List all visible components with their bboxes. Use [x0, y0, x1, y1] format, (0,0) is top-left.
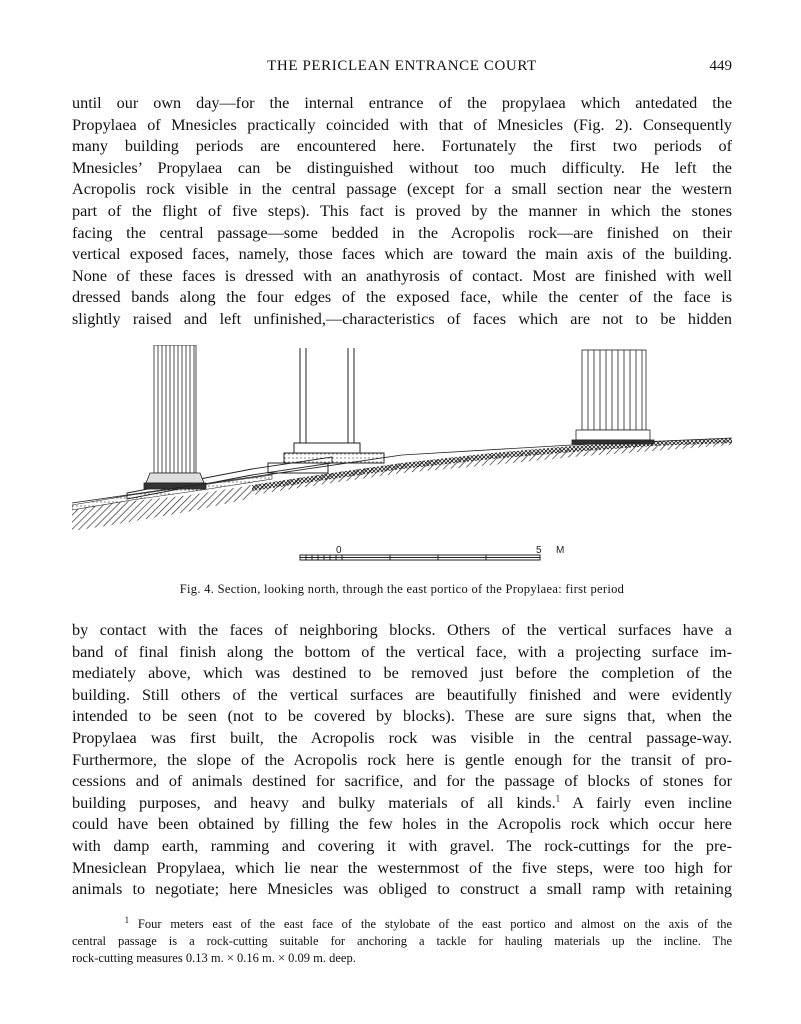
text-line: facing the central passage—some bedded in the Acropolis rock—are finished on their — [72, 223, 732, 242]
text-line: band of final finish along the bottom of the vertical face, with a projecting surface im- — [72, 642, 732, 661]
page-number: 449 — [709, 58, 732, 74]
footnote-number: 1 — [124, 914, 130, 925]
scale-label-five: 5 — [536, 545, 542, 556]
text-line: could have been obtained by filling the few holes in the Acropolis rock which occur here — [72, 815, 732, 834]
scale-label-unit: M — [556, 545, 565, 556]
text-line: part of the flight of five steps). This fact is proved by the manner in which the stones — [72, 201, 732, 220]
central-posts — [268, 348, 384, 473]
text-line: building. Still others of the vertical surfaces are beautifully finished and were evidently — [72, 685, 732, 704]
text-line: by contact with the faces of neighboring blocks. Others of the vertical surfaces have a — [72, 621, 732, 639]
paragraph-1 — [72, 93, 732, 331]
column-right — [572, 350, 654, 444]
text-line: until our own day—for the internal entrance of the propylaea which antedated the — [72, 94, 732, 112]
text-segment: A fairly even incline — [560, 793, 732, 812]
text-line: Furthermore, the slope of the Acropolis rock here is gentle enough for the transit of pro- — [72, 750, 732, 769]
footnote-line: rock-cutting measures 0.13 m. × 0.16 m. × 0.09 m. deep. — [72, 951, 356, 965]
text-line: animals to negotiate; here Mnesicles was obliged to construct a small ramp with retaining — [72, 880, 732, 899]
text-line: many building periods are encountered here. Fortunately the first two periods of — [72, 137, 732, 156]
text-line: cessions and of animals destined for sacrifice, and for the passage of blocks of stones for — [72, 772, 732, 791]
text-line: with damp earth, ramming and covering it with gravel. The rock-cuttings for the pre- — [72, 836, 732, 855]
footnote — [72, 916, 732, 967]
text-line: Propylaea of Mnesicles practically coincided with that of Mnesicles (Fig. 2). Consequently — [72, 115, 732, 134]
text-line: mediately above, which was destined to be removed just before the completion of the — [72, 664, 732, 683]
text-line: None of these faces is dressed with an anathyrosis of contact. Most are finished with well — [72, 266, 732, 285]
text-line: vertical exposed faces, namely, those faces which are toward the main axis of the building. — [72, 245, 732, 264]
column-left — [144, 345, 206, 489]
running-title: THE PERICLEAN ENTRANCE COURT — [267, 58, 537, 74]
text-line: Propylaea was first built, the Acropolis rock was visible in the central passage-way. — [72, 728, 732, 747]
text-line: slightly raised and left unfinished,—characteristics of faces which are not to be hidden — [72, 309, 732, 328]
text-line: Mnesiclean Propylaea, which lie near the westernmost of the five steps, were too high for — [72, 858, 732, 877]
text-line: dressed bands along the four edges of the exposed face, while the center of the face is — [72, 288, 732, 307]
footnote-text: Four meters east of the east face of the stylobate of the east portico and almost on the axis of the — [129, 917, 733, 931]
figure-caption: Fig. 4. Section, looking north, through the east portico of the Propylaea: first period — [179, 582, 625, 596]
text-segment: building purposes, and heavy and bulky materials of all kinds. — [72, 793, 556, 812]
running-header — [72, 58, 732, 78]
footnote-line — [72, 916, 732, 933]
paragraph-2 — [72, 620, 732, 901]
text-line: Mnesicles’ Propylaea can be distinguished without too much difficulty. He left the — [72, 158, 732, 177]
footnote-line: central passage is a rock-cutting suitable for anchoring a tackle for hauling materials up the incline. The — [72, 934, 732, 948]
section-drawing-figure — [72, 345, 732, 570]
text-line-with-footnote — [72, 793, 732, 815]
text-line: Acropolis rock visible in the central passage (except for a small section near the western — [72, 180, 732, 199]
text-line: intended to be seen (not to be covered by blocks). These are sure signs that, when the — [72, 707, 732, 726]
scale-label-zero: 0 — [336, 545, 342, 556]
footnote-marker: 1 — [555, 793, 561, 804]
